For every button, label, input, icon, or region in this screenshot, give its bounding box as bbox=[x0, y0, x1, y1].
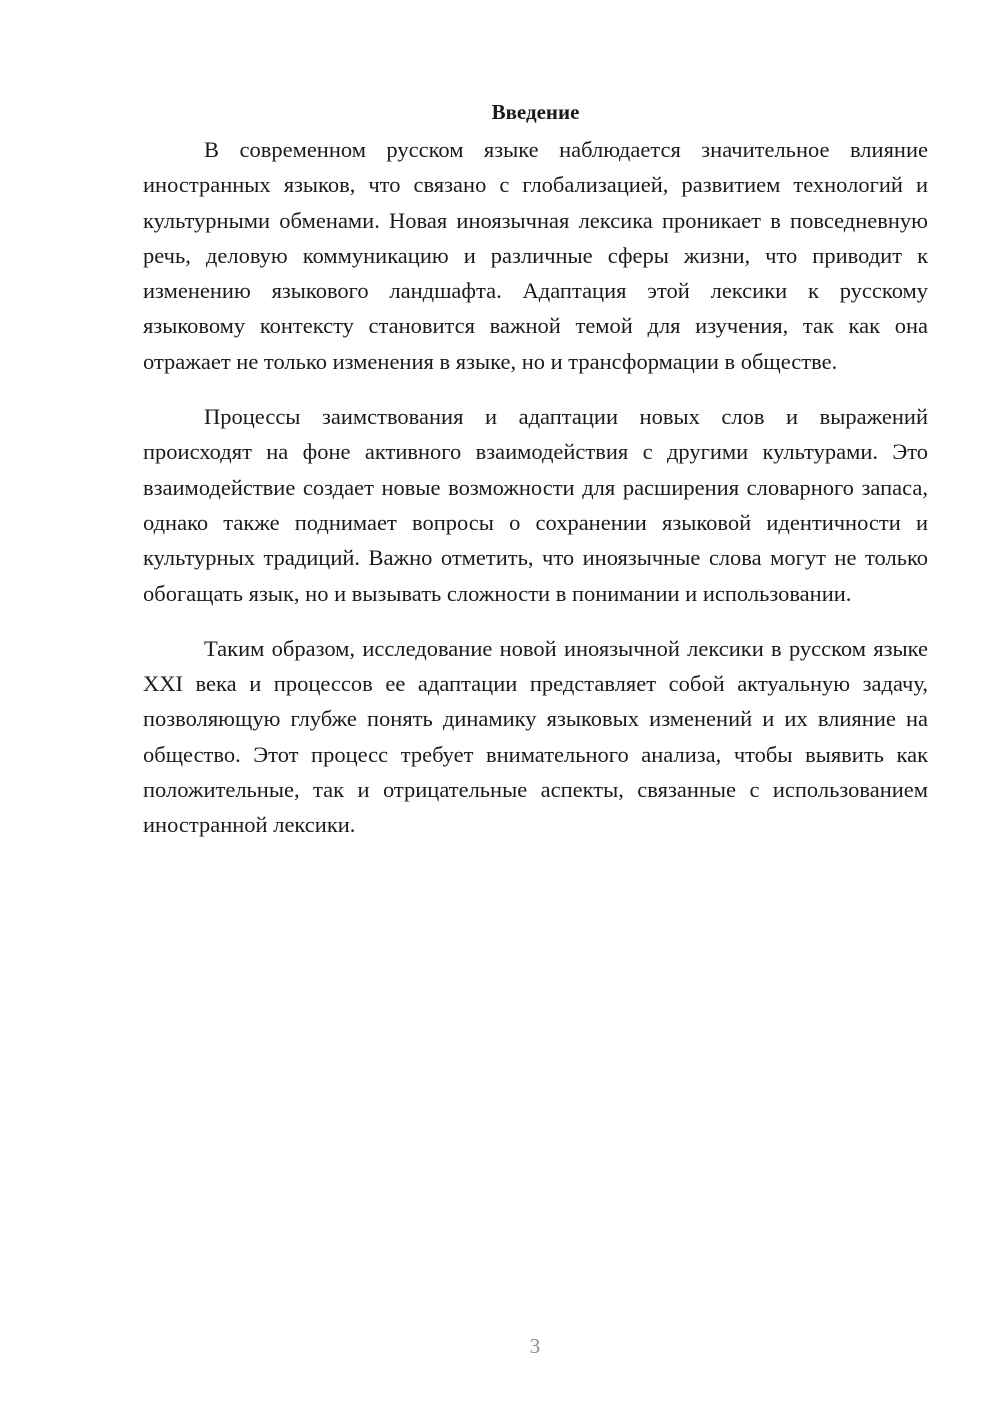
page-number: 3 bbox=[529, 1334, 541, 1358]
paragraph: Процессы заимствования и адаптации новых слов и выражений происходят на фоне активного взаимодействия с другими культурами. Это взаимодействие создает новые возможности для расширения словарного запаса, однако также поднимает вопросы о сохранении языковой идентичности и культурных традиций. Важно отметить, что иноязычные слова могут не только обогащать язык, но и вызывать сложности в понимании и использовании. bbox=[143, 404, 928, 606]
section-title: Введение bbox=[491, 100, 580, 124]
paragraph: В современном русском языке наблюдается значительное влияние иностранных языков, что связано с глобализацией, развитием технологий и культурными обменами. Новая иноязычная лексика проникает в повседневную речь, деловую коммуникацию и различные сферы жизни, что приводит к изменению языкового ландшафта. Адаптация этой лексики к русскому языковому контексту становится важной темой для изучения, так как она отражает не только изменения в языке, но и трансформации в обществе. bbox=[143, 137, 928, 374]
paragraph: Таким образом, исследование новой иноязычной лексики в русском языке XXI века и процессов ее адаптации представляет собой актуальную задачу, позволяющую глубже понять динамику языковых изменений и их влияние на общество. Этот процесс требует внимательного анализа, чтобы выявить как положительные, так и отрицательные аспекты, связанные с использованием иностранной лексики. bbox=[143, 635, 928, 838]
page-content bbox=[143, 96, 928, 843]
